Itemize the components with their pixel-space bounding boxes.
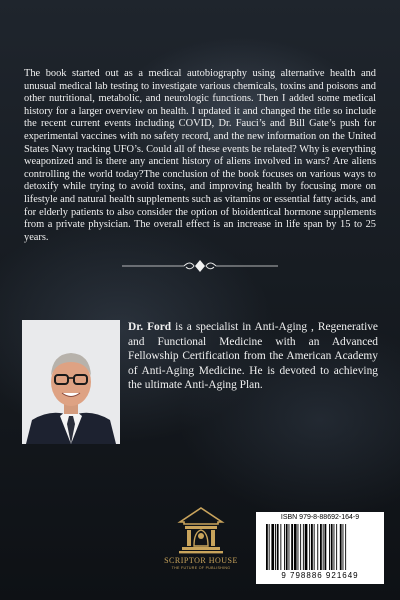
author-name: Dr. Ford — [128, 321, 172, 333]
author-bio-text: is a specialist in Anti-Aging , Regenerative and Functional Medicine with an Advanced Fellowship Certification from the American Academy of Anti-Aging Medicine. He is devoted to achieving the ultimate Anti-Aging Plan. — [128, 321, 378, 392]
author-bio — [128, 320, 378, 393]
isbn-label: ISBN 979-8-88692-164-9 — [280, 514, 360, 521]
isbn-barcode-box — [256, 512, 384, 584]
publisher-name: SCRIPTOR HOUSE — [164, 556, 238, 565]
publisher-tagline: THE FUTURE OF PUBLISHING — [171, 566, 231, 570]
barcode-number: 9 798886 921649 — [281, 571, 359, 580]
ornament-divider-icon — [122, 258, 278, 274]
author-photo — [22, 320, 120, 444]
book-blurb: The book started out as a medical autobiography using alternative health and unusual medical lab testing to investigate various chemicals, toxins and poisons and other nutritional, metabolic, and neurologic functions. Then I added some medical history for a larger overview on health. I updated it and changed the title so include the recent current events including COVID, Dr. Fauci’s and Bill Gate’s push for experimental vaccines with no safety record, and the new information on the United States Navy tracking UFO’s. Could all of these events be related? Why is everything weaponized and is there any ancient history of aliens involved in wars? Are aliens controlling the world today?The conclusion of the book focuses on various ways to detoxify while trying to avoid toxins, and improving health by focusing more on lifestyle and natural health supplements such as vitamins or essential fatty acids, and for elderly patients to also consider the option of bioidentical hormone supplements from a private physician. The overall effect is an increase in life span by 15 to 25 years. — [24, 68, 376, 243]
barcode-icon — [264, 524, 376, 570]
scriptor-house-logo-icon — [176, 506, 226, 554]
